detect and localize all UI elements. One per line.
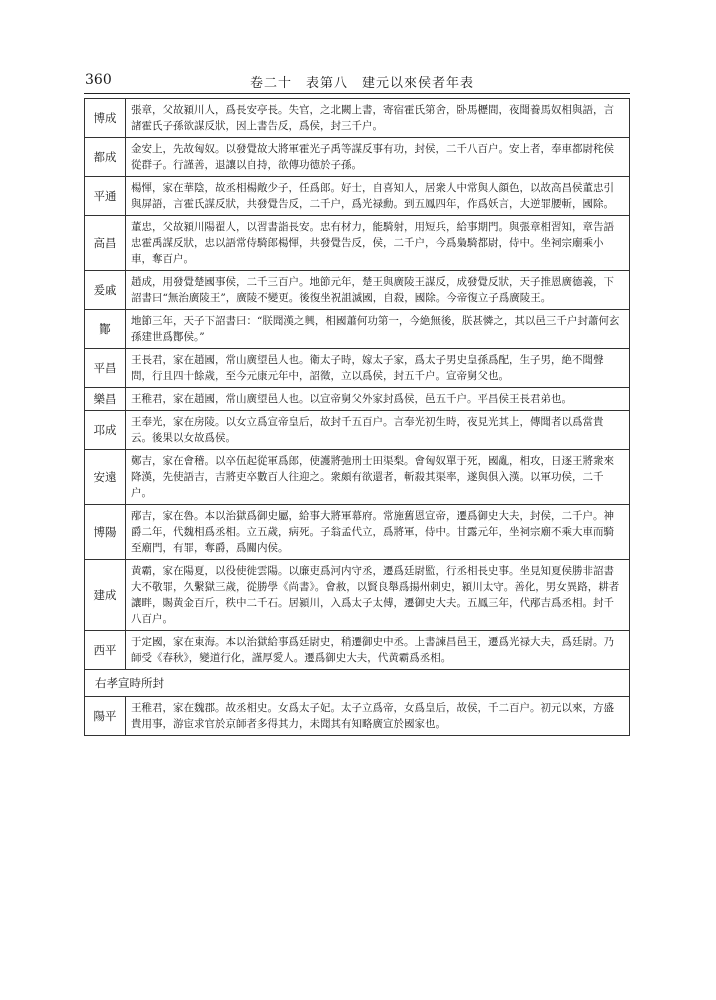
marquisate-name: 陽平 — [85, 697, 126, 736]
biography-text: 鄭吉，家在會稽。以卒伍起從軍爲郎，使護將弛刑士田渠梨。會匈奴單于死，國亂，相攻，日逐王將衆來降漢，先使語吉，吉將吏卒數百人往迎之。衆頗有欲還者，斬殺其渠率，遂與俱入漢。以軍功侯，二千户。 — [126, 450, 630, 505]
page-number: 360 — [85, 72, 112, 88]
table-row — [85, 138, 630, 177]
table-row — [85, 388, 630, 411]
biography-text: 董忠，父故潁川陽翟人，以習書詣長安。忠有材力，能騎射，用短兵，給事期門。與張章相習知，章告語忠霍禹謀反狀，忠以語常侍騎郎楊惲，共發覺告反，侯，二千户，今爲梟騎都尉，侍中。坐祠宗廟乘小車，奪百户。 — [126, 216, 630, 271]
marquisate-name: 建成 — [85, 560, 126, 631]
table-row — [85, 216, 630, 271]
marquisate-name: 樂昌 — [85, 388, 126, 411]
marquisate-name: 博成 — [85, 99, 126, 138]
marquisate-name: 平昌 — [85, 349, 126, 388]
biography-text: 王稚君，家在魏郡。故丞相史。女爲太子妃。太子立爲帝，女爲皇后，故侯，千二百户。初元以來，方盛貴用事，游宦求官於京師者多得其力，未聞其有知略廣宣於國家也。 — [126, 697, 630, 736]
biography-text: 金安上，先故匈奴。以發覺故大將軍霍光子禹等謀反事有功，封侯，二千八百户。安上者，奉車都尉秺侯從群子。行謹善，退讓以自持，欲傳功德於子孫。 — [126, 138, 630, 177]
biography-text: 黄霸，家在陽夏，以役使徙雲陽。以廉吏爲河内守丞，遷爲廷尉監，行丞相長史事。坐見知夏侯勝非詔書大不敬罪，久繫獄三歲，從勝學《尚書》。會赦，以賢良舉爲揚州刺史，潁川太守。善化，男女異路，耕者讓畔，賜黄金百斤，秩中二千石。居潁川，入爲太子太傅，遷御史大夫。五鳳三年，代邴吉爲丞相。封千八百户。 — [126, 560, 630, 631]
marquisate-name: 博陽 — [85, 505, 126, 560]
table-row — [85, 271, 630, 310]
marquisate-name: 爰戚 — [85, 271, 126, 310]
table-row — [85, 349, 630, 388]
table-row — [85, 697, 630, 736]
biography-text: 王長君，家在趙國，常山廣望邑人也。衛太子時，嫁太子家，爲太子男史皇孫爲配，生子男，絶不聞聲問，行且四十餘歲，至今元康元年中，詔徵，立以爲侯，封五千户。宣帝舅父也。 — [126, 349, 630, 388]
marquis-table — [84, 98, 630, 736]
table-row — [85, 310, 630, 349]
marquisate-name: 邛成 — [85, 411, 126, 450]
table-row — [85, 177, 630, 216]
section-row — [85, 670, 630, 697]
marquisate-name: 安遠 — [85, 450, 126, 505]
table-row — [85, 411, 630, 450]
table-row — [85, 560, 630, 631]
marquisate-name: 都成 — [85, 138, 126, 177]
biography-text: 于定國，家在東海。本以治獄給事爲廷尉史，稍遷御史中丞。上書諫昌邑王，遷爲光禄大夫，爲廷尉。乃師受《春秋》，變道行化，謹厚愛人。遷爲御史大夫，代黄霸爲丞相。 — [126, 631, 630, 670]
marquisate-name: 平通 — [85, 177, 126, 216]
section-heading: 右孝宣時所封 — [85, 670, 630, 697]
table-row — [85, 450, 630, 505]
table-row — [85, 505, 630, 560]
biography-text: 王奉光，家在房陵。以女立爲宣帝皇后，故封千五百户。言奉光初生時，夜見光其上，傳聞者以爲當貴云。後果以女故爲侯。 — [126, 411, 630, 450]
biography-text: 王稚君，家在趙國，常山廣望邑人也。以宣帝舅父外家封爲侯，邑五千户。平昌侯王長君弟也。 — [126, 388, 630, 411]
biography-text: 趙成，用發覺楚國事侯，二千三百户。地節元年，楚王與廣陵王謀反，成發覺反狀，天子推恩廣德義，下詔書曰“無治廣陵王”，廣陵不變更。後復坐祝詛滅國，自殺，國除。今帝復立子爲廣陵王。 — [126, 271, 630, 310]
table-row — [85, 99, 630, 138]
biography-text: 地節三年，天子下詔書曰：“朕聞漢之興，相國蕭何功第一，今絶無後，朕甚憐之，其以邑三千户封蕭何玄孫建世爲酇侯。” — [126, 310, 630, 349]
header-rule — [84, 93, 630, 94]
marquisate-name: 西平 — [85, 631, 126, 670]
running-title: 卷二十 表第八 建元以來侯者年表 — [250, 76, 475, 91]
biography-text: 邴吉，家在魯。本以治獄爲御史屬，給事大將軍幕府。常施舊恩宣帝，遷爲御史大夫，封侯，二千户。神爵二年，代魏相爲丞相。立五歲，病死。子翁孟代立，爲將軍，侍中。甘露元年，坐祠宗廟不乘大車而騎至廟門，有罪，奪爵，爲關内侯。 — [126, 505, 630, 560]
marquisate-name: 酇 — [85, 310, 126, 349]
biography-text: 張章，父故潁川人，爲長安亭長。失官，之北闕上書，寄宿霍氏第舍，卧馬櫪間，夜聞養馬奴相與語，言諸霍氏子孫欲謀反狀，因上書告反，爲侯，封三千户。 — [126, 99, 630, 138]
biography-text: 楊惲，家在華陰，故丞相楊敞少子，任爲郎。好士，自喜知人，居衆人中常與人顔色，以故高昌侯董忠引與屏語，言霍氏謀反狀，共發覺告反，二千户，爲光禄勳。到五鳳四年，作爲妖言，大逆罪腰斬，國除。 — [126, 177, 630, 216]
marquisate-name: 高昌 — [85, 216, 126, 271]
table-row — [85, 631, 630, 670]
